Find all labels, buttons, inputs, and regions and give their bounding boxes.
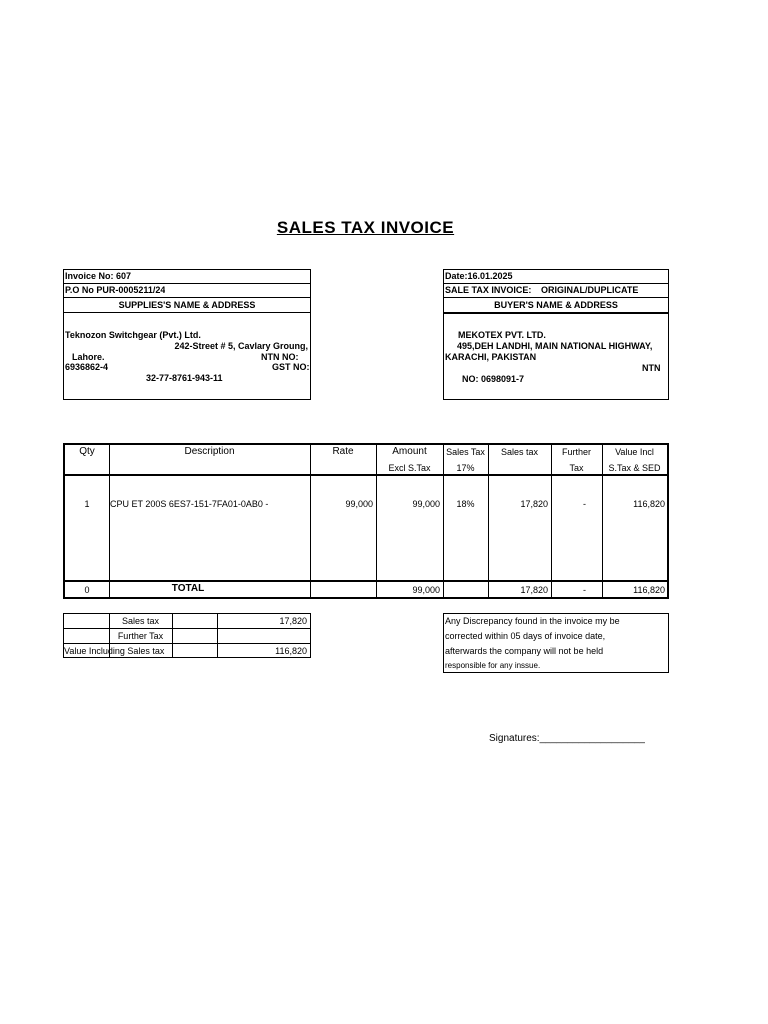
header-further-sub: Tax <box>569 463 584 473</box>
note-line-4: responsible for any inssue. <box>445 661 541 670</box>
note-line-3: afterwards the company will not be held <box>445 646 604 656</box>
note-line-2: corrected within 05 days of invoice date, <box>445 631 606 641</box>
summary-value-incl-value: 116,820 <box>275 646 307 656</box>
total-sales-tax: 17,820 <box>520 585 548 595</box>
discrepancy-note <box>443 613 669 673</box>
row-qty: 1 <box>84 499 90 509</box>
supplier-ntn-label: NTN NO: <box>261 352 299 362</box>
header-description: Description <box>184 446 235 457</box>
row-description: CPU ET 200S 6ES7-151-7FA01-0AB0 - <box>110 499 269 509</box>
header-value-sub: S.Tax & SED <box>608 463 661 473</box>
header-sales-tax-rate: 17% <box>456 463 475 473</box>
buyer-box <box>443 269 669 400</box>
row-tax-rate: 18% <box>456 499 475 509</box>
header-rate: Rate <box>332 446 354 457</box>
signatures-line: Signatures:___________________ <box>489 733 646 744</box>
row-amount: 99,000 <box>412 499 440 509</box>
header-amount: Amount <box>392 446 427 457</box>
buyer-city: KARACHI, PAKISTAN <box>445 352 537 362</box>
total-value: 116,820 <box>633 585 665 595</box>
summary-sales-tax-label: Sales tax <box>121 616 160 626</box>
row-sales-tax: 17,820 <box>520 499 548 509</box>
total-further-tax: - <box>583 585 586 595</box>
buyer-ntn-label: NTN <box>642 363 661 373</box>
supplier-name: Teknozon Switchgear (Pvt.) Ltd. <box>65 330 201 340</box>
row-further-tax: - <box>583 499 586 509</box>
row-value: 116,820 <box>633 499 665 509</box>
po-number: P.O No PUR-0005211/24 <box>65 285 166 295</box>
sale-tax-invoice-label: SALE TAX INVOICE: <box>445 285 532 295</box>
total-amount: 99,000 <box>412 585 440 595</box>
header-further: Further <box>561 447 591 457</box>
header-value: Value Incl <box>615 447 654 457</box>
invoice-date: Date:16.01.2025 <box>445 271 513 281</box>
supplier-box <box>63 269 311 400</box>
header-sales-tax: Sales Tax <box>446 447 485 457</box>
summary-further-tax-label: Further Tax <box>117 631 164 641</box>
supplier-header: SUPPLIES'S NAME & ADDRESS <box>118 300 256 310</box>
supplier-gst-label: GST NO: <box>272 362 310 372</box>
total-qty: 0 <box>84 585 90 595</box>
buyer-address: 495,DEH LANDHI, MAIN NATIONAL HIGHWAY, <box>457 341 653 351</box>
buyer-header: BUYER'S NAME & ADDRESS <box>494 300 618 310</box>
supplier-ntn: 6936862-4 <box>65 362 109 372</box>
summary-table <box>63 613 311 658</box>
invoice-number: Invoice No: 607 <box>65 271 132 281</box>
header-qty: Qty <box>79 446 95 457</box>
header-amount-sub: Excl S.Tax <box>388 463 431 473</box>
note-line-1: Any Discrepancy found in the invoice my be <box>445 616 620 626</box>
summary-sales-tax-value: 17,820 <box>279 616 307 626</box>
supplier-street: 242-Street # 5, Cavlary Groung, <box>174 341 308 351</box>
copy-type: ORIGINAL/DUPLICATE <box>541 285 639 295</box>
invoice-title: SALES TAX INVOICE <box>276 218 455 237</box>
summary-value-incl-label: Value Including Sales tax <box>64 646 165 656</box>
buyer-name: MEKOTEX PVT. LTD. <box>458 330 546 340</box>
header-sales-tax-amount: Sales tax <box>500 447 539 457</box>
supplier-gst: 32-77-8761-943-11 <box>146 373 223 383</box>
total-label: TOTAL <box>171 583 205 594</box>
buyer-ntn: NO: 0698091-7 <box>462 374 525 384</box>
row-rate: 99,000 <box>345 499 373 509</box>
items-table <box>63 443 669 599</box>
supplier-city: Lahore. <box>72 352 105 362</box>
